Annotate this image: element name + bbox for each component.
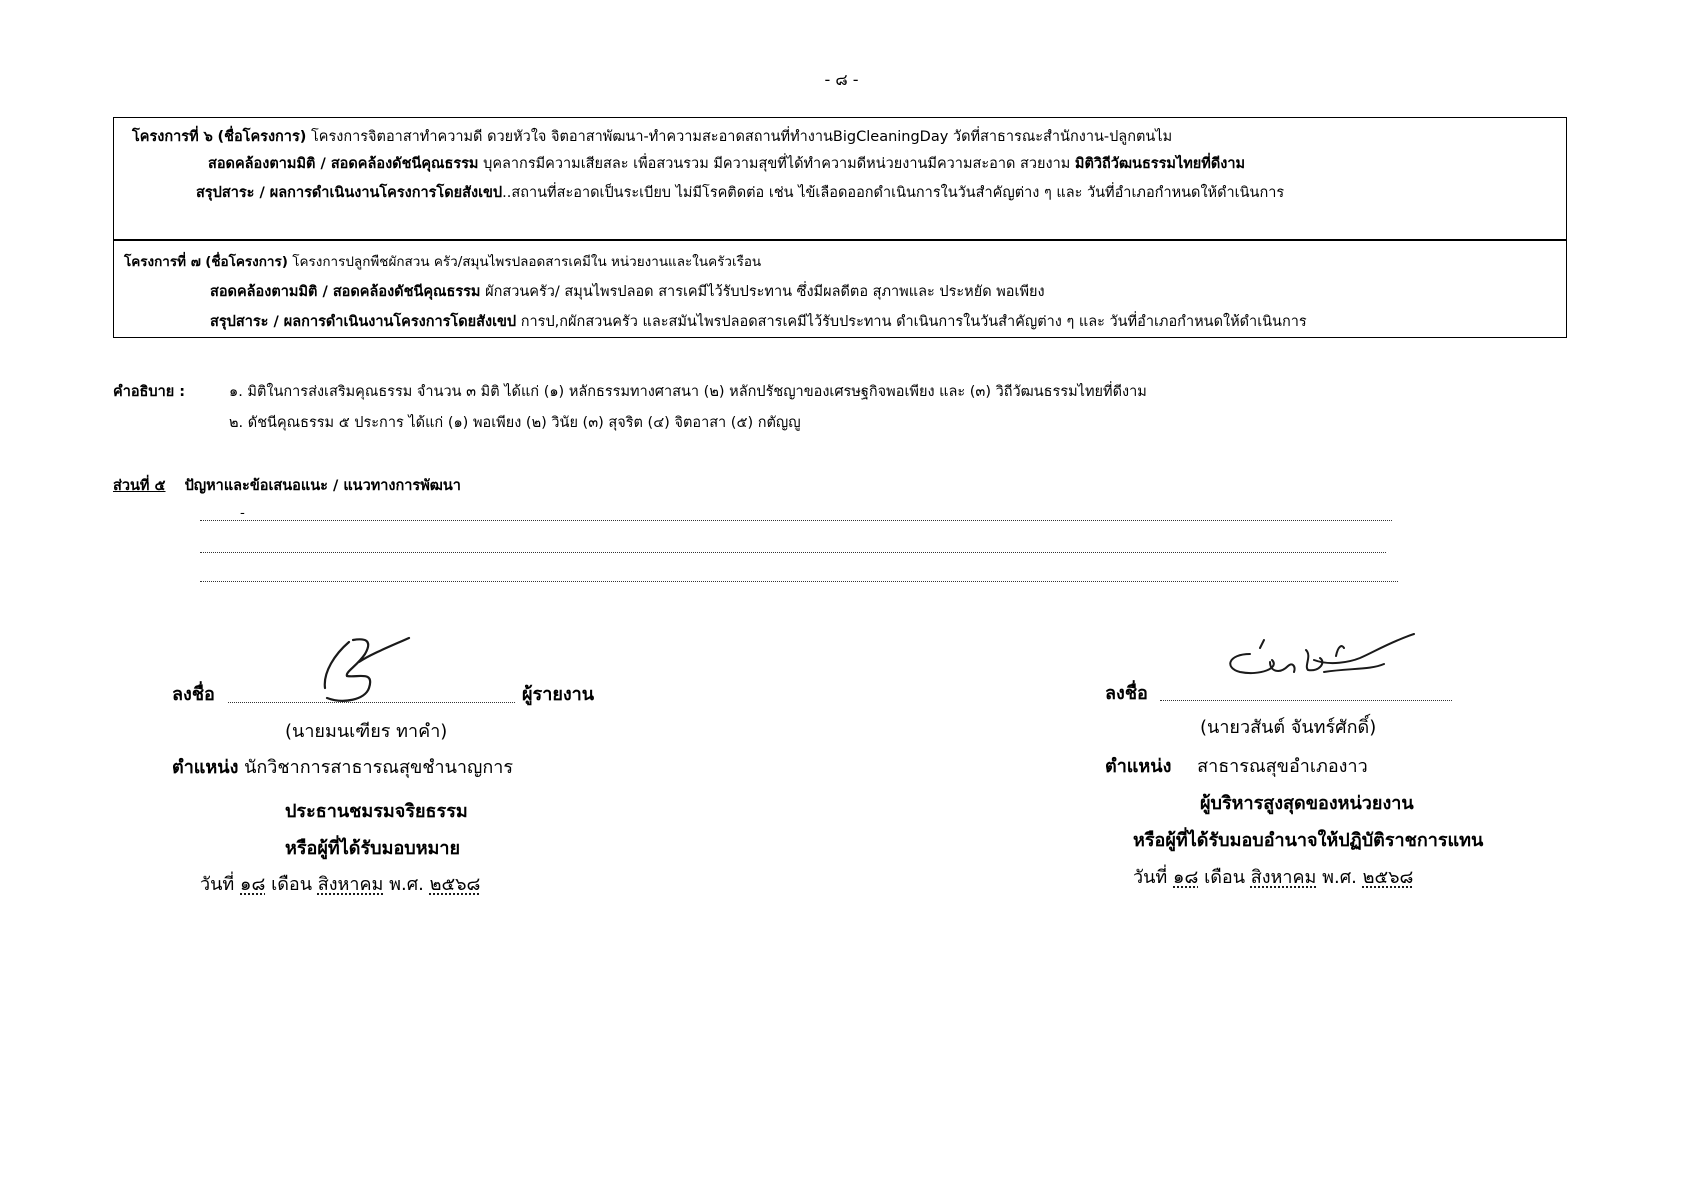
project-7-summary-text: การป,กผักสวนครัว และสมันไพรปลอดสารเคมีไว้รับประทาน ดำเนินการในวันสำคัญต่าง ๆ และ วันที่อำเภอกำหนดให้ดำเนินการ — [520, 314, 1307, 330]
right-position-label: ตำแหน่ง — [1105, 756, 1172, 777]
right-sign-label: ลงชื่อ — [1105, 683, 1148, 704]
project-6-prefix: โครงการที่ ๖ — [132, 129, 213, 145]
project-6-alignment-label: สอดคล้องตามมิติ / สอดคล้องดัชนีคุณธรรม — [208, 156, 479, 172]
left-signature-image — [305, 632, 415, 712]
project-7-summary-label: สรุปสาระ / ผลการดำเนินงานโครงการโดยสังเขป — [210, 314, 517, 330]
left-position-label: ตำแหน่ง — [172, 757, 239, 778]
project-7-prefix: โครงการที่ ๗ — [124, 254, 201, 270]
right-date-line — [1133, 862, 1413, 891]
project-7-name-label: (ชื่อโครงการ) — [205, 254, 288, 270]
section-5-dotted-line-3 — [200, 581, 1398, 582]
section-5-dash: - — [240, 505, 245, 521]
project-7-alignment-line — [210, 280, 1045, 303]
project-6-summary-line — [196, 181, 1284, 204]
right-position: สาธารณสุขอำเภองาว — [1197, 756, 1368, 777]
right-date-month-label: เดือน — [1204, 867, 1246, 888]
project-6-title-line — [132, 125, 1172, 148]
left-title-2: หรือผู้ที่ได้รับมอบหมาย — [285, 838, 461, 859]
right-date-day: ๑๘ — [1173, 867, 1199, 888]
left-date-year: ๒๕๖๘ — [429, 874, 481, 895]
left-date-month: สิงหาคม — [317, 874, 384, 895]
section-5-number: ส่วนที่ ๕ — [113, 478, 166, 494]
project-6-alignment-dimension: มิติวิถีวัฒนธรรมไทยที่ดีงาม — [1074, 156, 1246, 172]
project-6-alignment-text: บุคลากรมีความเสียสละ เพื่อสวนรวม มีความสุขที่ได้ทำความดีหน่วยงานมีความสะอาด สวยงาม — [483, 156, 1071, 172]
left-name: (นายมนเฑียร ทาคำ) — [285, 721, 448, 742]
project-6-summary-text: ..สถานที่สะอาดเป็นระเบียบ ไม่มีโรคติดต่อ เช่น ไข้เลือดออกดำเนินการในวันสำคัญต่าง ๆ และ วันที่อำเภอกำหนดให้ดำเนินการ — [502, 185, 1285, 201]
right-date-year-label: พ.ศ. — [1322, 867, 1357, 888]
left-date-year-label: พ.ศ. — [389, 874, 424, 895]
left-date-month-label: เดือน — [271, 874, 313, 895]
project-6-summary-label: สรุปสาระ / ผลการดำเนินงานโครงการโดยสังเขป — [196, 185, 503, 201]
project-7-alignment-text: ผักสวนครัว/ สมุนไพรปลอด สารเคมีไว้รับประทาน ซึ่งมีผลดีตอ สุภาพและ ประหยัด พอเพียง — [485, 284, 1045, 300]
right-date-prefix: วันที่ — [1133, 867, 1168, 888]
left-position: นักวิชาการสาธารณสุขชำนาญการ — [244, 757, 513, 778]
project-6-name: โครงการจิตอาสาทำความดี ดวยหัวใจ จิตอาสาพัฒนา-ทำความสะอาดสถานที่ทำงานBigCleaningDay วัดที่สาธารณะสำนักงาน-ปลูกตนไม — [310, 129, 1173, 145]
section-5-title: ปัญหาและข้อเสนอแนะ / แนวทางการพัฒนา — [184, 478, 461, 494]
project-7-summary-line — [210, 310, 1307, 333]
project-7-title-line — [124, 250, 761, 272]
left-date-prefix: วันที่ — [200, 874, 235, 895]
section-5-dotted-line-2 — [200, 552, 1386, 553]
left-date-day: ๑๘ — [240, 874, 266, 895]
right-date-month: สิงหาคม — [1250, 867, 1317, 888]
right-signature-image — [1220, 632, 1420, 694]
project-6-name-label: (ชื่อโครงการ) — [217, 129, 307, 145]
section-5-heading — [113, 474, 461, 497]
left-sign-label: ลงชื่อ — [172, 684, 215, 705]
explanation-line-2: ๒. ดัชนีคุณธรรม ๕ ประการ ได้แก่ (๑) พอเพียง (๒) วินัย (๓) สุจริต (๔) จิตอาสา (๕) กตัญญู — [229, 415, 801, 431]
left-position-line — [172, 752, 513, 781]
left-role: ผู้รายงาน — [522, 684, 595, 705]
page-number: - ๘ - — [824, 70, 859, 89]
section-5-dotted-line-1 — [200, 520, 1392, 521]
right-title-1: ผู้บริหารสูงสุดของหน่วยงาน — [1200, 793, 1414, 814]
right-date-year: ๒๕๖๘ — [1362, 867, 1414, 888]
left-title-1: ประธานชมรมจริยธรรม — [285, 801, 468, 822]
project-6-alignment-line — [208, 152, 1245, 175]
explanation-line-1: ๑. มิติในการส่งเสริมคุณธรรม จำนวน ๓ มิติ ได้แก่ (๑) หลักธรรมทางศาสนา (๒) หลักปรัชญาของเศรษฐกิจพอเพียง และ (๓) วิถีวัฒนธรรมไทยที่ดีงาม — [229, 384, 1147, 400]
explanation-label: คำอธิบาย : — [113, 384, 186, 400]
right-title-2: หรือผู้ที่ได้รับมอบอำนาจให้ปฏิบัติราชการแทน — [1133, 830, 1484, 851]
right-name: (นายวสันต์ จันทร์ศักดิ์) — [1200, 717, 1377, 738]
left-date-line — [200, 869, 480, 898]
right-signature-line — [1160, 700, 1452, 701]
right-position-line — [1105, 751, 1368, 780]
project-7-alignment-label: สอดคล้องตามมิติ / สอดคล้องดัชนีคุณธรรม — [210, 284, 481, 300]
project-7-name: โครงการปลูกพืชผักสวน ครัว/สมุนไพรปลอดสารเคมีใน หน่วยงานและในครัวเรือน — [292, 254, 762, 270]
